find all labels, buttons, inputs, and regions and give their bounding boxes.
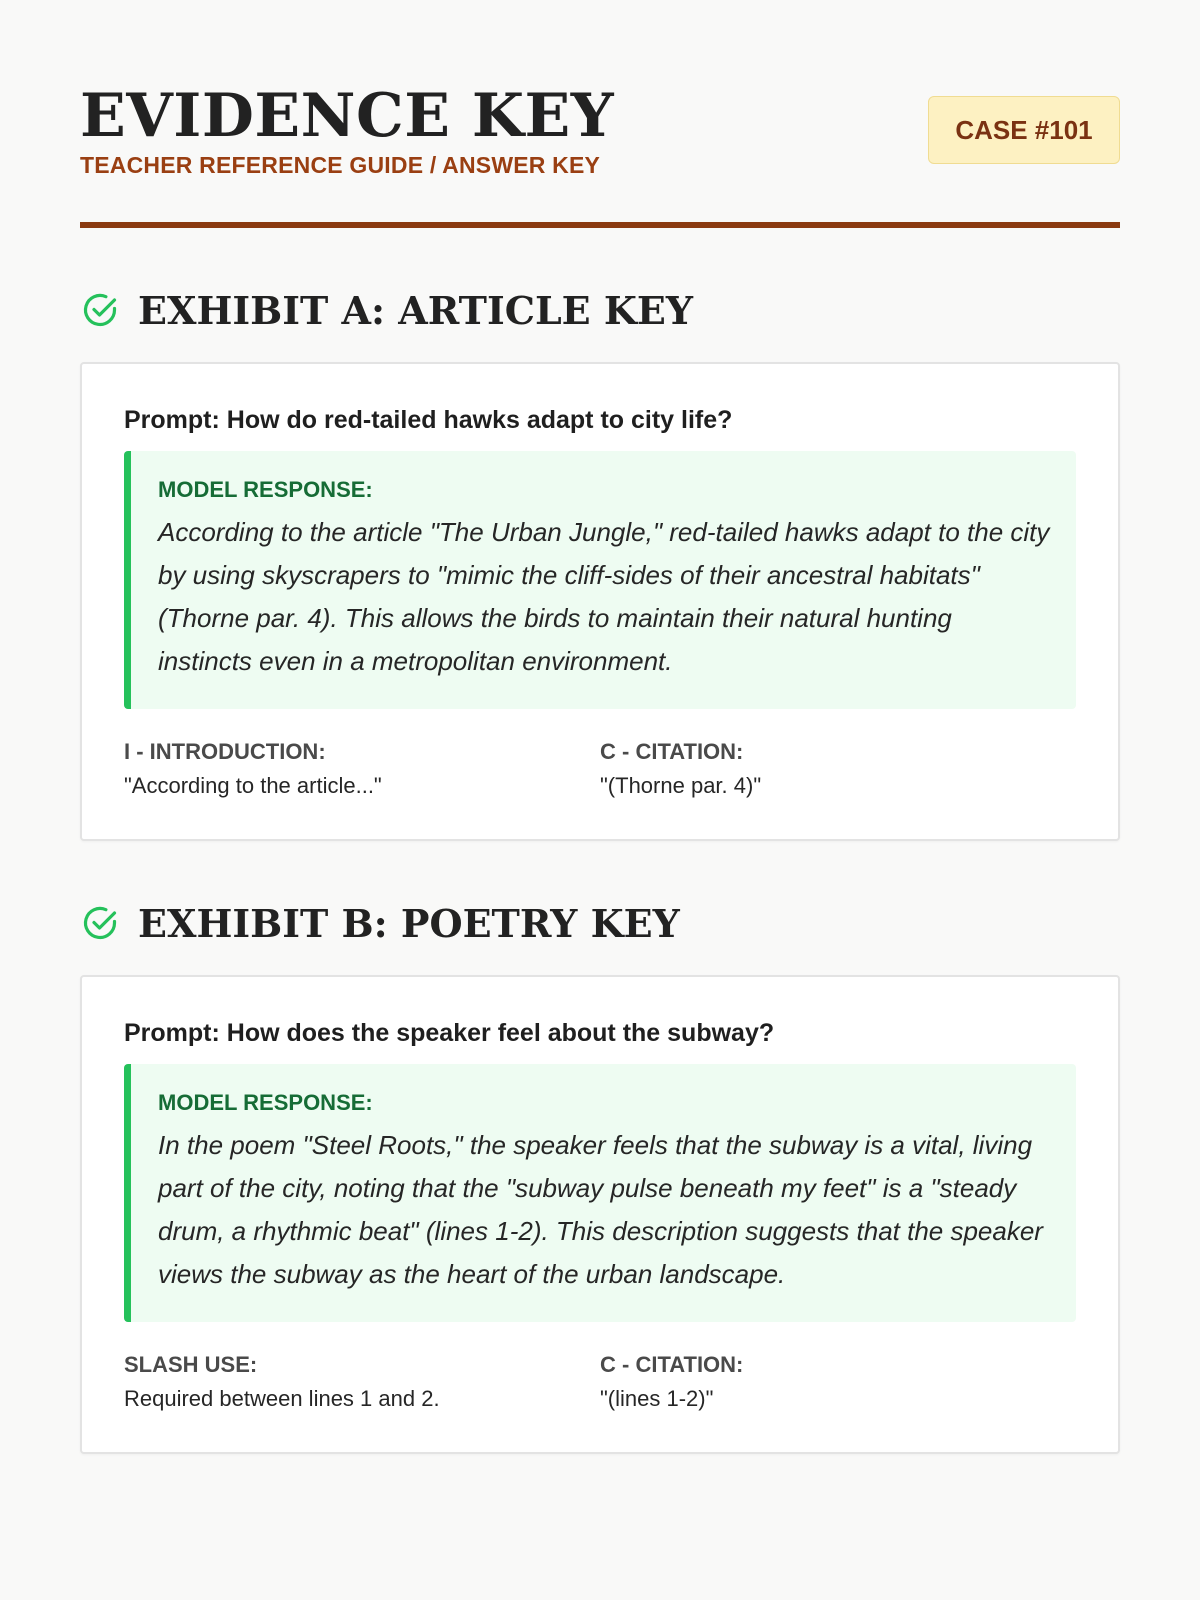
exhibit-b-heading (80, 901, 1120, 945)
note-value: "(Thorne par. 4)" (600, 773, 762, 798)
page-subtitle: TEACHER REFERENCE GUIDE / ANSWER KEY (80, 152, 601, 178)
note-citation (600, 739, 1076, 799)
exhibit-a (80, 288, 1120, 841)
answer-key-page (80, 0, 1120, 1454)
note-slash-use (124, 1352, 600, 1412)
model-response-label: MODEL RESPONSE: (158, 1090, 373, 1115)
exhibit-a-title: EXHIBIT A: ARTICLE KEY (138, 287, 693, 333)
exhibit-b-notes (124, 1352, 1076, 1412)
exhibit-a-notes (124, 739, 1076, 799)
note-value: Required between lines 1 and 2. (124, 1386, 440, 1411)
check-circle-icon (80, 290, 120, 330)
exhibit-b-prompt: Prompt: How does the speaker feel about the subway? (124, 1019, 775, 1047)
exhibit-a-card (80, 362, 1120, 841)
note-label: C - CITATION: (600, 1352, 744, 1377)
check-circle-icon (80, 903, 120, 943)
note-citation (600, 1352, 1076, 1412)
page-header (80, 82, 1120, 228)
note-value: "According to the article..." (124, 773, 382, 798)
note-introduction (124, 739, 600, 799)
model-response-label: MODEL RESPONSE: (158, 477, 373, 502)
exhibit-b (80, 901, 1120, 1454)
model-response-text: According to the article "The Urban Jungle," red-tailed hawks adapt to the city by using skyscrapers to "mimic the cliff-sides of their ancestral habitats" (Thorne par. 4). This allows the birds to maintain their natural hunting instincts even in a metropolitan environment. (158, 517, 1050, 676)
exhibit-a-model-response (124, 451, 1076, 709)
note-value: "(lines 1-2)" (600, 1386, 714, 1411)
page-title: EVIDENCE KEY (80, 81, 615, 151)
model-response-text: In the poem "Steel Roots," the speaker feels that the subway is a vital, living part of the city, noting that the "subway pulse beneath my feet" is a "steady drum, a rhythmic beat" (lines 1-2). This description suggests that the speaker views the subway as the heart of the urban landscape. (158, 1130, 1043, 1289)
case-badge: CASE #101 (928, 96, 1120, 164)
note-label: I - INTRODUCTION: (124, 739, 326, 764)
exhibit-b-card (80, 975, 1120, 1454)
exhibit-b-model-response (124, 1064, 1076, 1322)
exhibit-a-heading (80, 288, 1120, 332)
note-label: SLASH USE: (124, 1352, 258, 1377)
exhibit-a-prompt: Prompt: How do red-tailed hawks adapt to city life? (124, 406, 733, 434)
note-label: C - CITATION: (600, 739, 744, 764)
exhibit-b-title: EXHIBIT B: POETRY KEY (138, 900, 680, 946)
